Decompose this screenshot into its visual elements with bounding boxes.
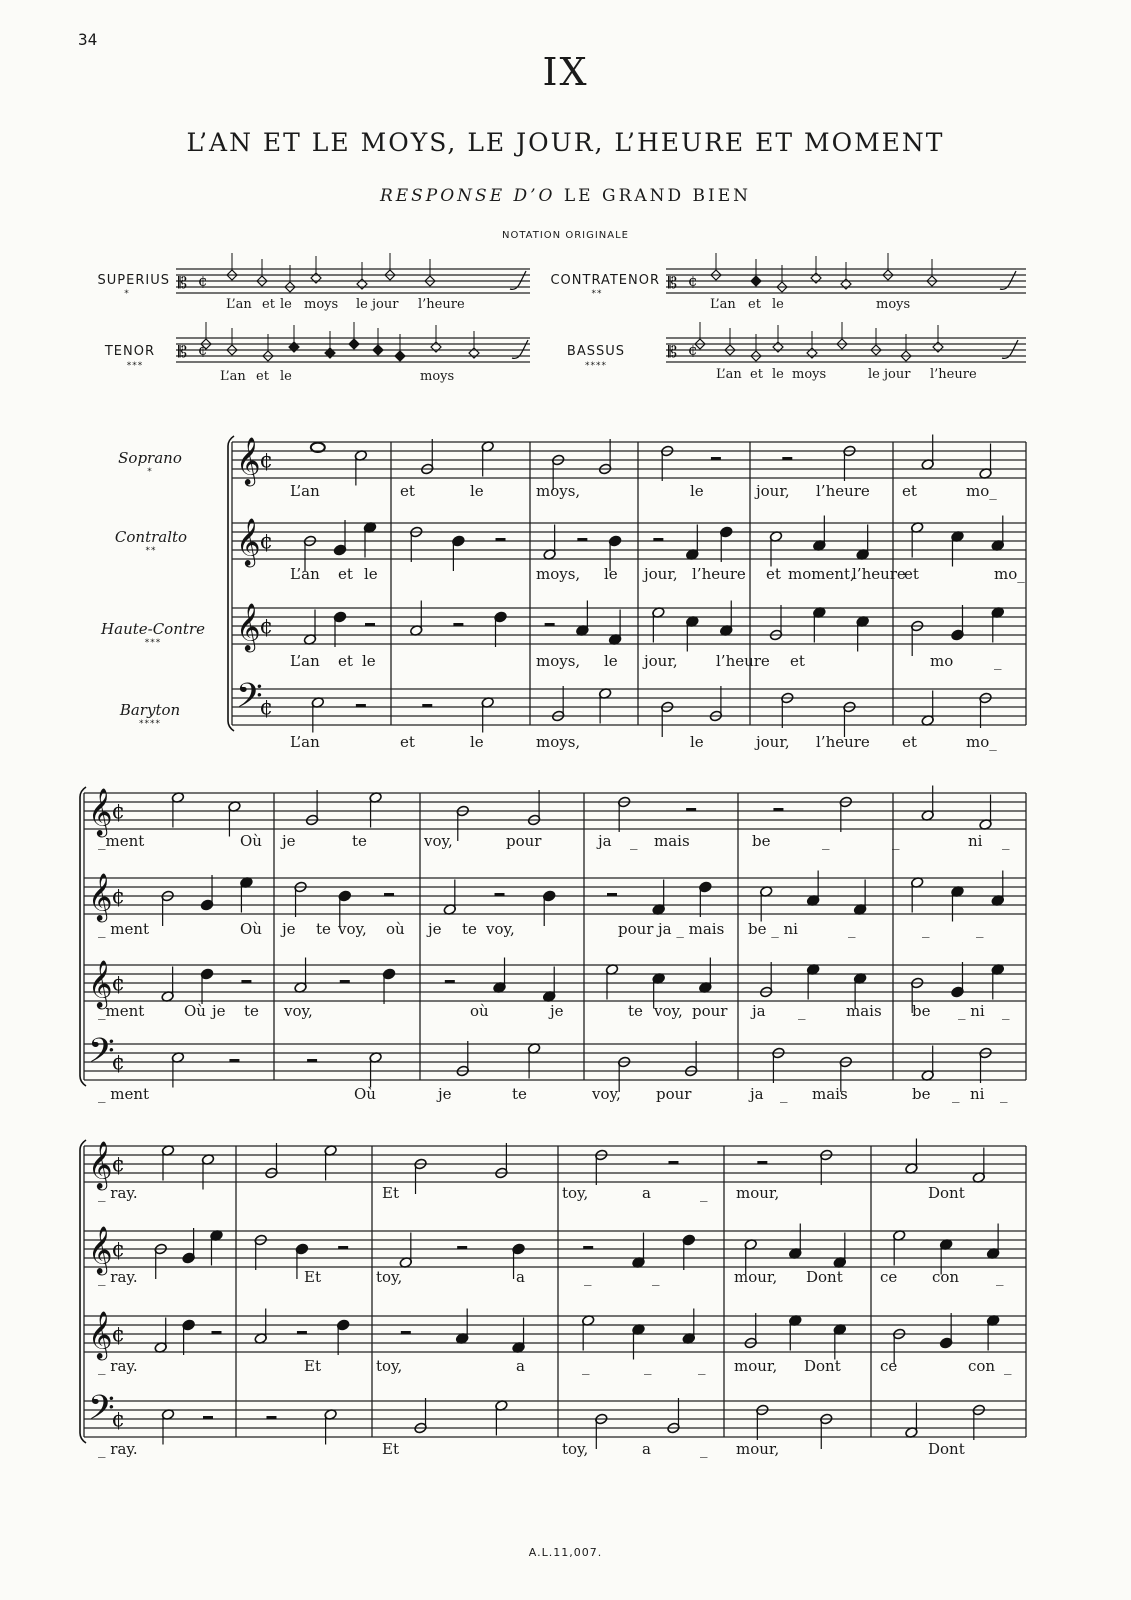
clef-icon: 𝄡 <box>668 273 677 292</box>
mensural-note-icon <box>751 276 761 286</box>
lyric-syllable: _ <box>922 920 930 938</box>
rest-icon <box>266 1416 276 1419</box>
lyric-syllable: mour, <box>736 1440 780 1458</box>
time-signature-icon: ¢ <box>259 448 274 474</box>
rest-icon <box>668 1161 678 1164</box>
voice-label-soprano: Soprano <box>118 449 182 467</box>
lyric-syllable: mour, <box>736 1184 780 1202</box>
lyric-syllable: jour, <box>644 652 678 670</box>
piece-number: IX <box>542 50 589 94</box>
lyric-syllable: voy, <box>592 1085 621 1103</box>
treble-clef-icon: 𝄞 <box>88 872 113 921</box>
time-signature-icon: ¢ <box>111 799 126 825</box>
rest-icon <box>773 808 783 811</box>
clef-icon: 𝄡 <box>178 273 187 292</box>
lyric-syllable: et <box>338 652 353 670</box>
incipit-lyric: l’heure <box>930 367 977 382</box>
time-signature-icon: ¢ <box>111 971 126 997</box>
lyric-syllable: te <box>462 920 477 938</box>
subtitle <box>0 186 1131 206</box>
incipit-lyric: le <box>772 297 784 312</box>
voice-label-haute-contre: Haute-Contre <box>101 620 205 638</box>
lyric-syllable: voy, <box>284 1002 313 1020</box>
incipit-lyric: L’an <box>716 367 742 382</box>
rest-icon <box>782 457 792 460</box>
lyric-syllable: moys, <box>536 565 581 583</box>
rest-icon <box>711 457 721 460</box>
time-signature-icon: ¢ <box>198 272 208 290</box>
lyric-syllable: voy, <box>338 920 367 938</box>
incipit-lyric: et <box>262 297 275 312</box>
lyric-syllable: le <box>690 733 704 751</box>
treble-clef-icon: 𝄞 <box>88 1310 113 1359</box>
lyric-syllable: pour <box>506 832 542 850</box>
lyric-syllable: jour, <box>756 482 790 500</box>
incipit-stars-contratenor: ** <box>591 289 603 299</box>
page-title: L’AN ET LE MOYS, LE JOUR, L’HEURE ET MOMENT <box>186 128 945 157</box>
lyric-syllable: mais <box>654 832 690 850</box>
lyric-syllable: _ <box>952 1085 960 1103</box>
incipit-lyric: moys <box>876 297 911 312</box>
lyric-syllable: be <box>912 1002 931 1020</box>
mensural-note-icon <box>349 339 359 349</box>
lyric-syllable: a <box>516 1357 525 1375</box>
incipit-lyric: moys <box>304 297 339 312</box>
lyric-syllable: te <box>628 1002 643 1020</box>
system-bracket <box>228 436 234 731</box>
lyric-syllable: Et <box>382 1440 399 1458</box>
notes <box>80 253 1018 1449</box>
bass-clef-icon: 𝄢 <box>88 1388 115 1437</box>
lyric-syllable: _ ray. <box>98 1440 138 1458</box>
incipit-lyric: le jour <box>868 367 911 382</box>
mensural-note-icon <box>395 351 405 361</box>
treble-clef-icon: 𝄞 <box>88 1140 113 1189</box>
notation-label: NOTATION ORIGINALE <box>501 230 629 241</box>
rest-icon <box>365 623 375 626</box>
lyric-syllable: le <box>364 565 378 583</box>
lyric-syllable: moys, <box>536 733 581 751</box>
rest-icon <box>211 1331 221 1334</box>
lyric-syllable: toy, <box>376 1357 403 1375</box>
lyric-syllable: je <box>282 920 296 938</box>
lyric-syllable: l’heure <box>692 565 746 583</box>
lyric-syllable: _ <box>584 1268 592 1286</box>
clef-icon: 𝄡 <box>178 342 187 361</box>
lyric-syllable: be _ ni <box>748 920 798 938</box>
rest-icon <box>297 1331 307 1334</box>
voice-stars-contralto: ** <box>145 546 157 556</box>
treble-clef-icon: 𝄞 <box>236 517 261 566</box>
lyric-syllable: _ment <box>98 1002 145 1020</box>
lyric-syllable: voy, <box>486 920 515 938</box>
lyric-syllable: le <box>470 482 484 500</box>
lyric-syllable: l’heure <box>816 482 870 500</box>
lyric-syllable: pour <box>692 1002 728 1020</box>
time-signature-icon: ¢ <box>259 529 274 555</box>
lyric-syllable: moment, <box>788 565 855 583</box>
lyric-syllable: toy, <box>562 1440 589 1458</box>
lyric-syllable: mour, <box>734 1357 778 1375</box>
lyric-syllable: _ <box>652 1268 660 1286</box>
time-signature-icon: ¢ <box>259 614 274 640</box>
rest-icon <box>607 893 617 896</box>
incipit-lyric: moys <box>420 369 455 384</box>
rest-icon <box>422 704 432 707</box>
lyric-syllable: ni <box>970 1085 985 1103</box>
lyric-syllable: be <box>752 832 771 850</box>
lyric-syllable: le <box>470 733 484 751</box>
treble-clef-icon: 𝄞 <box>88 1225 113 1274</box>
lyric-syllable: a <box>642 1440 651 1458</box>
system-bracket <box>80 1140 86 1443</box>
lyric-syllable: _ <box>644 1357 652 1375</box>
lyric-syllable: et <box>902 482 917 500</box>
lyric-syllable: mour, <box>734 1268 778 1286</box>
lyric-syllable: je <box>428 920 442 938</box>
lyric-syllable: le <box>604 565 618 583</box>
lyric-syllable: mo_ <box>966 482 997 500</box>
time-signature-icon: ¢ <box>111 1050 126 1076</box>
treble-clef-icon: 𝄞 <box>88 787 113 836</box>
lyric-syllable: _ <box>848 920 856 938</box>
rest-icon <box>495 893 505 896</box>
lyric-syllable: _ ment <box>98 1085 150 1103</box>
lyric-syllable: be <box>912 1085 931 1103</box>
time-signature-icon: ¢ <box>688 272 698 290</box>
lyric-syllable: mais <box>846 1002 882 1020</box>
lyric-syllable: mo <box>930 652 954 670</box>
lyric-syllable: _ <box>1004 1357 1012 1375</box>
lyric-syllable: _ <box>1000 1085 1008 1103</box>
time-signature-icon: ¢ <box>688 341 698 359</box>
time-signature-icon: ¢ <box>111 1152 126 1178</box>
treble-clef-icon: 𝄞 <box>236 602 261 651</box>
lyric-syllable: Où <box>354 1085 376 1103</box>
lyric-syllable: _ ray. <box>98 1357 138 1375</box>
lyric-syllable: je <box>550 1002 564 1020</box>
incipit-lyric: et <box>750 367 763 382</box>
lyric-syllable: te <box>244 1002 259 1020</box>
lyric-syllable: et <box>766 565 781 583</box>
lyric-syllable: L’an <box>290 482 320 500</box>
incipit-lyric: le jour <box>356 297 399 312</box>
incipit-lyric: et <box>748 297 761 312</box>
lyric-syllable: le <box>690 482 704 500</box>
lyric-syllable: _ ment <box>98 920 150 938</box>
incipit-label-tenor: TENOR <box>104 344 155 359</box>
rest-icon <box>401 1331 411 1334</box>
lyric-syllable: _ <box>582 1357 590 1375</box>
time-signature-icon: ¢ <box>259 695 274 721</box>
lyric-syllable: _ ray. <box>98 1184 138 1202</box>
time-signature-icon: ¢ <box>111 1407 126 1433</box>
treble-clef-icon: 𝄞 <box>236 436 261 485</box>
lyric-syllable: l’heure <box>852 565 906 583</box>
lyric-syllable: Dont <box>928 1440 965 1458</box>
lyric-syllable: ce <box>880 1357 898 1375</box>
lyric-syllable: Où <box>240 920 262 938</box>
lyric-syllable: Dont <box>928 1184 965 1202</box>
lyric-syllable: voy, <box>424 832 453 850</box>
lyric-syllable: te <box>352 832 367 850</box>
lyric-syllable: mo_ <box>966 733 997 751</box>
rest-icon <box>453 623 463 626</box>
rest-icon <box>583 1246 593 1249</box>
rest-icon <box>545 623 555 626</box>
page-number: 34 <box>78 30 98 49</box>
lyric-syllable: où <box>470 1002 489 1020</box>
rest-icon <box>384 893 394 896</box>
rest-icon <box>241 980 251 983</box>
lyric-syllable: le <box>604 652 618 670</box>
rest-icon <box>229 1059 239 1062</box>
voice-stars-haute-contre: *** <box>144 638 162 648</box>
lyric-syllable: _ <box>994 652 1002 670</box>
incipit-stars-tenor: *** <box>126 361 144 371</box>
incipit-stars-superius: * <box>124 289 130 299</box>
lyric-syllable: je <box>438 1085 452 1103</box>
lyric-syllable: _ <box>630 832 638 850</box>
lyric-syllable: je <box>282 832 296 850</box>
incipit-lyric: le <box>772 367 784 382</box>
lyric-syllable: pour <box>656 1085 692 1103</box>
lyric-syllable: et <box>400 733 415 751</box>
incipit-lyric: le <box>280 369 292 384</box>
time-signature-icon: ¢ <box>111 1237 126 1263</box>
mensural-note-icon <box>373 345 383 355</box>
lyric-syllable: et <box>400 482 415 500</box>
lyric-syllable: ni <box>968 832 983 850</box>
lyric-syllable: moys, <box>536 652 581 670</box>
rest-icon <box>307 1059 317 1062</box>
lyric-syllable: L’an <box>290 733 320 751</box>
lyric-syllable: je <box>212 1002 226 1020</box>
lyric-syllable: ja <box>752 1002 766 1020</box>
lyric-syllable: jour, <box>644 565 678 583</box>
lyric-syllable: _ <box>976 920 984 938</box>
rest-icon <box>496 538 506 541</box>
lyric-syllable: _ment <box>98 832 145 850</box>
lyric-syllable: _ <box>700 1440 708 1458</box>
lyric-syllable: L’an <box>290 652 320 670</box>
lyric-syllable: _ <box>698 1357 706 1375</box>
lyric-syllable: te <box>316 920 331 938</box>
lyric-syllable: _ <box>1002 832 1010 850</box>
subtitle-italic: RESPONSE D’O <box>379 186 556 206</box>
bass-clef-icon: 𝄢 <box>236 676 263 725</box>
incipit-lyric: le <box>280 297 292 312</box>
lyric-syllable: toy, <box>562 1184 589 1202</box>
lyric-syllable: l’heure <box>816 733 870 751</box>
time-signature-icon: ¢ <box>111 884 126 910</box>
lyric-syllable: et <box>790 652 805 670</box>
clef-icon: 𝄡 <box>668 342 677 361</box>
rest-icon <box>457 1246 467 1249</box>
rest-icon <box>686 808 696 811</box>
rest-icon <box>356 704 366 707</box>
lyric-syllable: _ ray. <box>98 1268 138 1286</box>
plate-number: A.L.11,007. <box>528 1546 603 1559</box>
lyric-syllable: et <box>338 565 353 583</box>
lyric-syllable: ja _ mais <box>658 920 725 938</box>
treble-clef-icon: 𝄞 <box>88 959 113 1008</box>
time-signature-icon: ¢ <box>198 341 208 359</box>
lyric-syllable: mo_ <box>994 565 1025 583</box>
lyric-syllable: Dont <box>804 1357 841 1375</box>
lyric-syllable: l’heure <box>716 652 770 670</box>
rest-icon <box>757 1161 767 1164</box>
voice-label-contralto: Contralto <box>114 528 188 546</box>
incipit-label-superius: SUPERIUS <box>97 273 170 288</box>
incipit-lyric: et <box>256 369 269 384</box>
lyric-syllable: _ <box>822 832 830 850</box>
lyric-syllable: _ <box>798 1002 806 1020</box>
incipit-stars-bassus: **** <box>585 361 607 371</box>
lyric-syllable: mais <box>812 1085 848 1103</box>
voice-stars-baryton: **** <box>139 719 161 729</box>
rest-icon <box>445 980 455 983</box>
lyric-syllable: moys, <box>536 482 581 500</box>
incipit-lyric: l’heure <box>418 297 465 312</box>
staff-lines <box>84 269 1026 1437</box>
lyric-syllable: Et <box>382 1184 399 1202</box>
rest-icon <box>340 980 350 983</box>
lyric-syllable: Dont <box>806 1268 843 1286</box>
time-signature-icon: ¢ <box>111 1322 126 1348</box>
voice-stars-soprano: * <box>147 467 153 477</box>
lyric-syllable: con <box>968 1357 996 1375</box>
lyric-syllable: L’an <box>290 565 320 583</box>
incipit-label-contratenor: CONTRATENOR <box>550 273 660 288</box>
lyric-syllable: toy, <box>376 1268 403 1286</box>
rest-icon <box>577 538 587 541</box>
incipit-lyric: L’an <box>220 369 246 384</box>
lyric-syllable: ce <box>880 1268 898 1286</box>
subtitle-upright: LE GRAND BIEN <box>563 186 752 206</box>
system-bracket <box>80 787 86 1086</box>
lyric-syllable: _ <box>996 1268 1004 1286</box>
bass-clef-icon: 𝄢 <box>88 1031 115 1080</box>
incipit-lyric: L’an <box>226 297 252 312</box>
incipit-lyric: moys <box>792 367 827 382</box>
lyric-syllable: a <box>516 1268 525 1286</box>
lyric-syllable: a <box>642 1184 651 1202</box>
rest-icon <box>203 1416 213 1419</box>
incipit-lyric: L’an <box>710 297 736 312</box>
lyric-syllable: _ <box>892 832 900 850</box>
lyric-syllable: ja <box>750 1085 764 1103</box>
lyric-syllable: _ ni <box>958 1002 985 1020</box>
lyric-syllable: Où <box>240 832 262 850</box>
lyric-syllable: _ <box>1002 1002 1010 1020</box>
lyric-syllable: Et <box>304 1357 321 1375</box>
lyric-syllable: le <box>362 652 376 670</box>
lyric-syllable: pour <box>618 920 654 938</box>
lyric-syllable: con <box>932 1268 960 1286</box>
rest-icon <box>338 1246 348 1249</box>
lyric-syllable: Et <box>304 1268 321 1286</box>
incipit-label-bassus: BASSUS <box>566 344 625 359</box>
voice-label-baryton: Baryton <box>119 701 181 719</box>
lyric-syllable: te <box>512 1085 527 1103</box>
lyric-syllable: et <box>902 733 917 751</box>
lyric-syllable: _ <box>780 1085 788 1103</box>
lyric-syllable: ja <box>598 832 612 850</box>
lyric-syllable: où <box>386 920 405 938</box>
rest-icon <box>653 538 663 541</box>
lyric-syllable: _ <box>700 1184 708 1202</box>
lyric-syllable: et <box>904 565 919 583</box>
lyric-syllable: Où <box>184 1002 206 1020</box>
lyric-syllable: jour, <box>756 733 790 751</box>
lyric-syllable: voy, <box>654 1002 683 1020</box>
